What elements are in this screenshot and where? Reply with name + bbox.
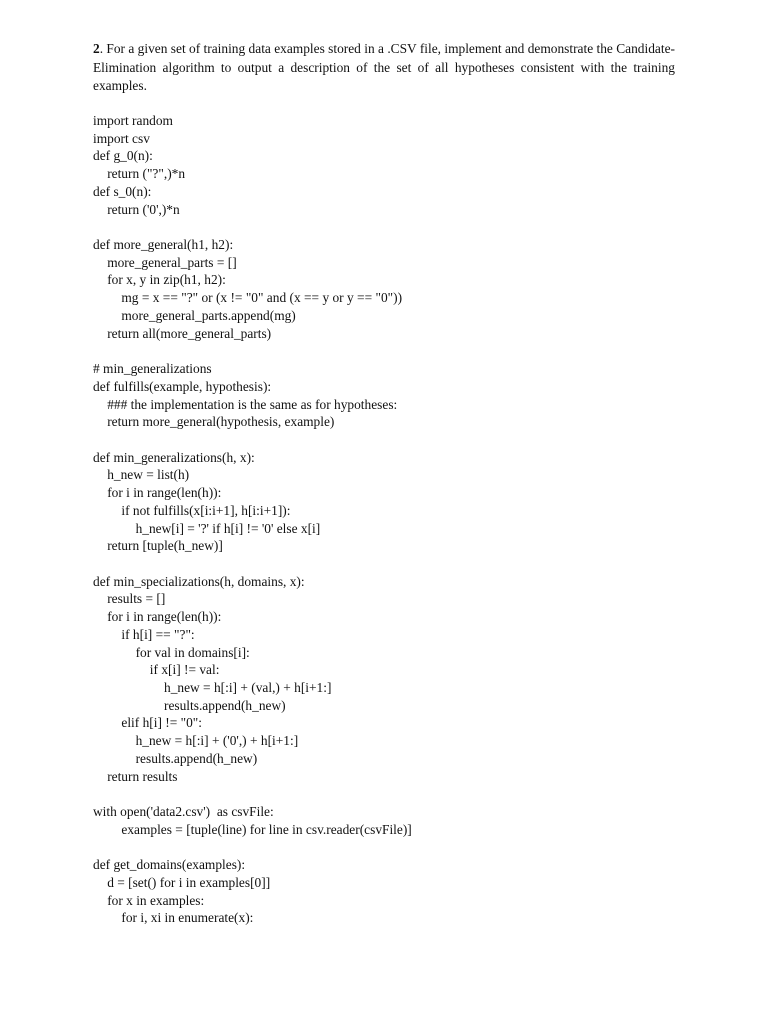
code-line	[93, 555, 713, 573]
code-line: if h[i] == "?":	[121, 626, 195, 642]
code-line: h_new[i] = '?' if h[i] != '0' else x[i]	[135, 520, 321, 536]
code-line: results.append(h_new)	[135, 750, 258, 766]
code-line: def fulfills(example, hypothesis):	[93, 378, 272, 394]
code-line: for i in range(len(h)):	[107, 485, 222, 501]
code-line: for i, xi in enumerate(x):	[121, 910, 254, 926]
code-line: return more_general(hypothesis, example)	[107, 414, 335, 430]
question-number: 2	[93, 41, 100, 56]
code-line: return results	[107, 768, 178, 784]
code-line: # min_generalizations	[93, 361, 212, 377]
code-line: return all(more_general_parts)	[107, 325, 272, 341]
code-line: if not fulfills(x[i:i+1], h[i:i+1]):	[121, 502, 291, 518]
code-line	[93, 785, 713, 803]
code-line	[93, 431, 713, 449]
code-line: for x in examples:	[107, 892, 205, 908]
code-line: for x, y in zip(h1, h2):	[107, 272, 226, 288]
code-line: with open('data2.csv') as csvFile:	[93, 804, 274, 820]
code-line: for val in domains[i]:	[135, 644, 250, 660]
code-line: examples = [tuple(line) for line in csv.reader(csvFile)]	[121, 821, 412, 837]
code-listing	[93, 112, 713, 927]
question-text	[93, 40, 675, 96]
code-line: results = []	[107, 591, 166, 607]
code-line: def s_0(n):	[93, 183, 152, 199]
code-line: def min_specializations(h, domains, x):	[93, 573, 305, 589]
code-line: if x[i] != val:	[149, 662, 220, 678]
code-line: results.append(h_new)	[164, 697, 286, 713]
code-line: def min_generalizations(h, x):	[93, 449, 255, 465]
code-line: ### the implementation is the same as for hypotheses:	[107, 396, 398, 412]
code-line: h_new = list(h)	[107, 467, 190, 483]
code-line: more_general_parts = []	[107, 254, 237, 270]
code-line	[93, 218, 713, 236]
code-line: mg = x == "?" or (x != "0" and (x == y or y == "0"))	[121, 290, 403, 306]
code-line: elif h[i] != "0":	[121, 715, 202, 731]
code-line: return ("?",)*n	[107, 166, 186, 182]
code-line: more_general_parts.append(mg)	[121, 307, 296, 323]
code-line	[93, 342, 713, 360]
code-line: for i in range(len(h)):	[107, 609, 222, 625]
code-line: h_new = h[:i] + ('0',) + h[i+1:]	[135, 733, 299, 749]
code-line: return ('0',)*n	[107, 201, 180, 217]
code-line: return [tuple(h_new)]	[107, 538, 223, 554]
code-line	[93, 838, 713, 856]
code-line: def get_domains(examples):	[93, 857, 246, 873]
code-line: h_new = h[:i] + (val,) + h[i+1:]	[164, 680, 332, 695]
code-line: def more_general(h1, h2):	[93, 237, 234, 253]
code-line: import random	[93, 113, 173, 128]
code-line: def g_0(n):	[93, 148, 153, 164]
question-body: . For a given set of training data examples stored in a .CSV file, implement and demonstrate the Candidate-Elimination algorithm to output a description of the set of all hypotheses consistent with the training examples.	[93, 41, 675, 93]
code-line: d = [set() for i in examples[0]]	[107, 874, 271, 890]
code-line: import csv	[93, 130, 150, 146]
